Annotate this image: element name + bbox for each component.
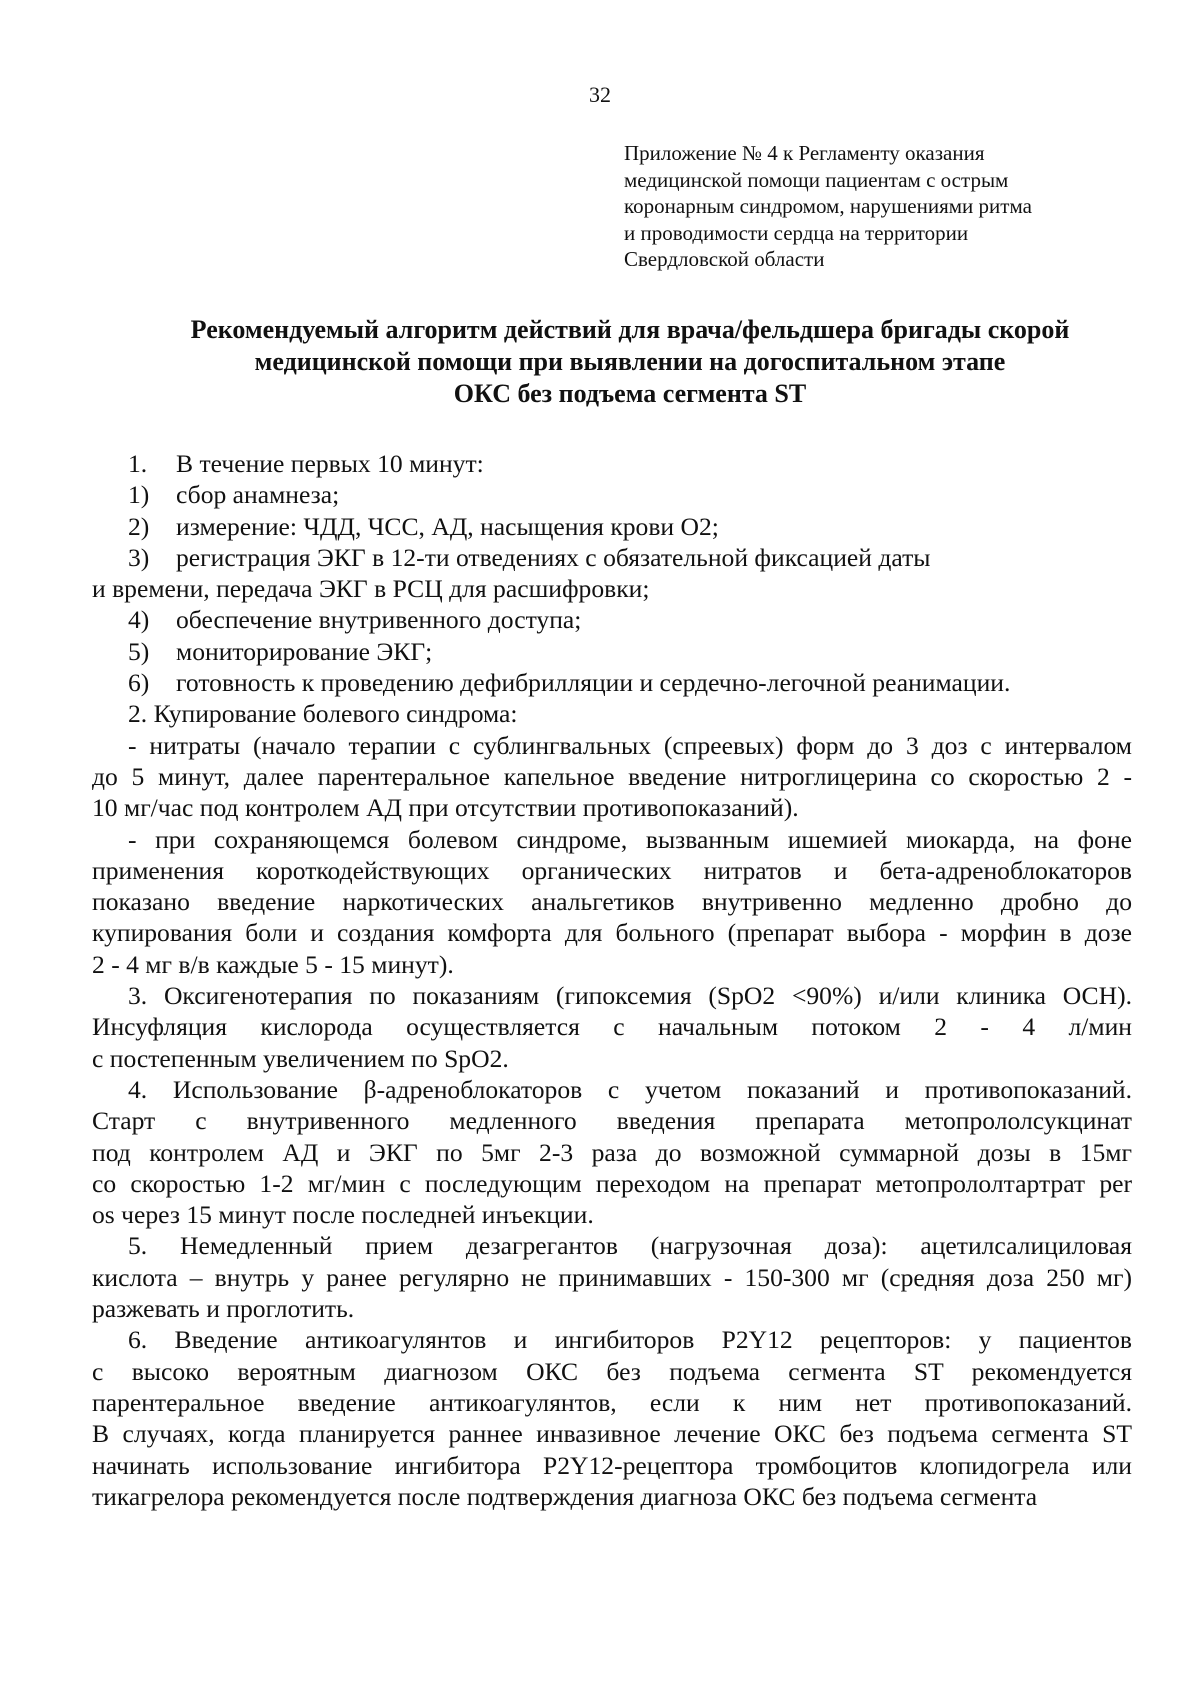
paragraph-line: парентеральное введение антикоагулянтов, если к ним нет противопоказаний. <box>92 1387 1132 1417</box>
page-number: 32 <box>589 82 611 107</box>
document-body <box>92 448 1132 1512</box>
paragraph <box>92 980 1132 1074</box>
paragraph-line: - при сохраняющемся болевом синдроме, вызванным ишемией миокарда, на фоне <box>128 824 1132 854</box>
paragraph-line: 10 мг/час под контролем АД при отсутствии противопоказаний). <box>92 793 799 823</box>
section-heading-text: В течение первых 10 минут: <box>176 449 484 478</box>
paragraph-line: 5. Немедленный прием дезагрегантов (нагрузочная доза): ацетилсалициловая <box>128 1231 1132 1261</box>
document-title <box>80 314 1180 410</box>
list-item-number: 2) <box>128 511 150 541</box>
paragraph-line: разжевать и проглотить. <box>92 1294 355 1324</box>
paragraph <box>92 1230 1132 1324</box>
paragraph-line: до 5 минут, далее парентеральное капельное введение нитроглицерина со скоростью 2 - <box>92 761 1132 791</box>
paragraph-line: - нитраты (начало терапии с сублингвальных (спреевых) форм до 3 доз с интервалом <box>128 730 1132 760</box>
appendix-line: медицинской помощи пациентам с острым <box>624 167 1009 192</box>
paragraph-line: В случаях, когда планируется раннее инвазивное лечение ОКС без подъема сегмента ST <box>92 1419 1132 1449</box>
list-item-number: 3) <box>128 542 150 572</box>
paragraph-line: со скоростью 1-2 мг/мин с последующим переходом на препарат метопрололтартрат per <box>92 1168 1132 1198</box>
paragraph-line: под контролем АД и ЭКГ по 5мг 2-3 раза до возможной суммарной дозы в 15мг <box>92 1137 1132 1167</box>
list-item <box>92 479 1132 510</box>
list-item-number: 5) <box>128 636 150 666</box>
appendix-line: Свердловской области <box>624 247 825 271</box>
list-item <box>92 604 1132 635</box>
title-line: Рекомендуемый алгоритм действий для врача/фельдшера бригады скорой <box>190 315 1070 344</box>
paragraph-line: os через 15 минут после последней инъекции. <box>92 1200 594 1230</box>
paragraph <box>92 1324 1132 1512</box>
section-1-heading <box>92 448 1132 479</box>
paragraph <box>92 1074 1132 1230</box>
list-item-text: измерение: ЧДД, ЧСС, АД, насыщения крови О2; <box>176 511 719 541</box>
list-item <box>92 573 1132 604</box>
paragraph-line: 3. Оксигенотерапия по показаниям (гипоксемия (SpO2 <90%) и/или клиника ОСН). <box>128 981 1132 1011</box>
paragraph-line: тикагрелора рекомендуется после подтверждения диагноза ОКС без подъема сегмента <box>92 1481 1038 1511</box>
list-item-text: регистрация ЭКГ в 12-ти отведениях с обязательной фиксацией даты <box>176 542 931 572</box>
list-item-text: готовность к проведению дефибрилляции и сердечно-легочной реанимации. <box>176 668 1011 698</box>
appendix-note <box>624 140 1144 273</box>
list-item <box>92 667 1132 698</box>
paragraph-line: купирования боли и создания комфорта для больного (препарат выбора - морфин в дозе <box>92 918 1132 948</box>
list-item-text: и времени, передача ЭКГ в РСЦ для расшифровки; <box>92 574 650 604</box>
paragraph <box>92 824 1132 980</box>
list-item <box>92 511 1132 542</box>
paragraph-line: показано введение наркотических анальгетиков внутривенно медленно дробно до <box>92 887 1132 917</box>
title-line: ОКС без подъема сегмента ST <box>453 379 807 408</box>
paragraph-line: 6. Введение антикоагулянтов и ингибиторов Р2Y12 рецепторов: у пациентов <box>128 1325 1132 1355</box>
list-item-number: 1) <box>128 480 150 510</box>
paragraph-line: применения короткодействующих органических нитратов и бета-адреноблокаторов <box>92 855 1132 885</box>
section-number: 1. <box>128 449 148 478</box>
list-item-number: 6) <box>128 668 150 698</box>
paragraph-line: 2 - 4 мг в/в каждые 5 - 15 минут). <box>92 949 454 979</box>
list-item-text: обеспечение внутривенного доступа; <box>176 605 582 635</box>
appendix-line: и проводимости сердца на территории <box>624 220 969 245</box>
paragraph <box>92 698 1132 729</box>
list-item <box>92 636 1132 667</box>
paragraph-line: кислота – внутрь у ранее регулярно не принимавших - 150-300 мг (средняя доза 250 мг) <box>92 1262 1132 1292</box>
appendix-line: коронарным синдромом, нарушениями ритма <box>624 194 1032 218</box>
title-line: медицинской помощи при выявлении на догоспитальном этапе <box>254 347 1006 376</box>
list-item-text: мониторирование ЭКГ; <box>176 636 433 666</box>
paragraph-line: с постепенным увеличением по SpO2. <box>92 1043 509 1073</box>
paragraph-line: с высоко вероятным диагнозом ОКС без подъема сегмента ST рекомендуется <box>92 1356 1132 1386</box>
appendix-line: Приложение № 4 к Регламенту оказания <box>624 141 985 165</box>
list-item-number: 4) <box>128 605 150 635</box>
list-item-text: сбор анамнеза; <box>176 480 340 510</box>
paragraph-line: начинать использование ингибитора Р2Y12-рецептора тромбоцитов клопидогрела или <box>92 1450 1132 1480</box>
paragraph <box>92 730 1132 824</box>
paragraph-line: 2. Купирование болевого синдрома: <box>128 699 518 729</box>
paragraph-line: 4. Использование β-адреноблокаторов с учетом показаний и противопоказаний. <box>128 1074 1132 1104</box>
paragraph-line: Инсуфляция кислорода осуществляется с начальным потоком 2 - 4 л/мин <box>92 1012 1132 1042</box>
list-item <box>92 542 1132 573</box>
paragraph-line: Старт с внутривенного медленного введения препарата метопрололсукцинат <box>92 1106 1132 1136</box>
